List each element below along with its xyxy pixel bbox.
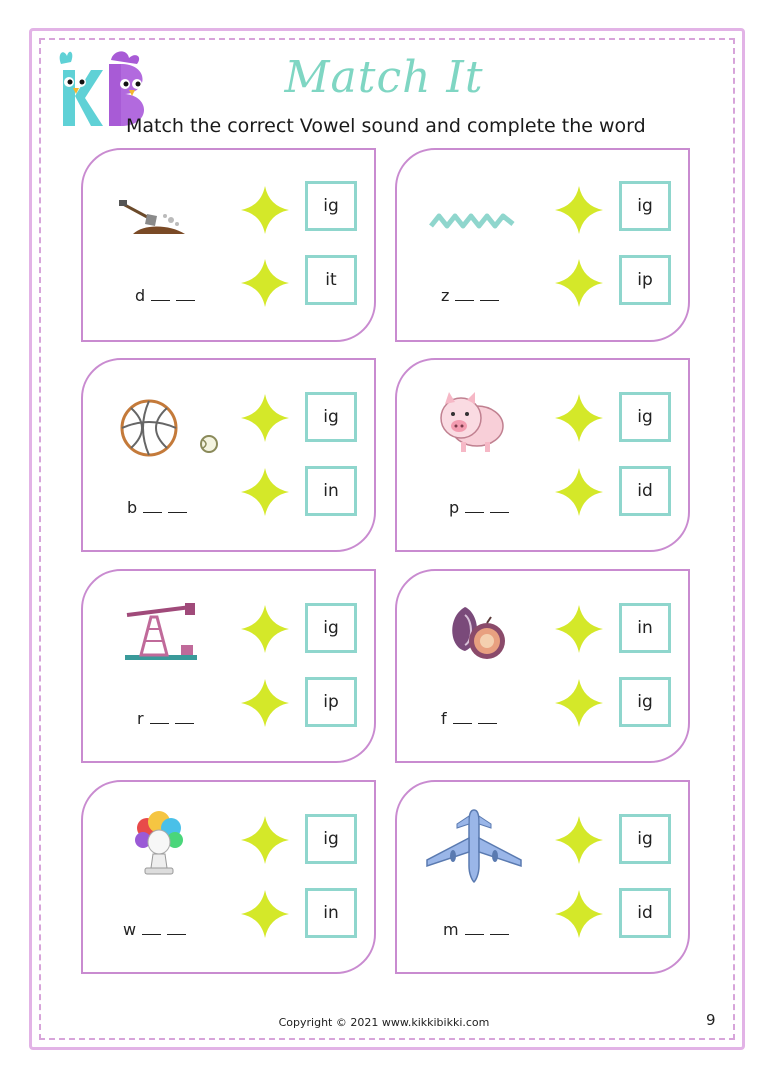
- option-box[interactable]: ig: [619, 814, 671, 864]
- star-marker-icon: [553, 392, 605, 444]
- word-prompt: [443, 920, 509, 939]
- option-box[interactable]: ig: [619, 677, 671, 727]
- star-marker-icon: [239, 392, 291, 444]
- fig-icon: [443, 603, 509, 663]
- ball-icon: [119, 398, 223, 460]
- blank-line: [480, 290, 499, 301]
- option-box[interactable]: ig: [305, 181, 357, 231]
- blank-line: [168, 502, 187, 513]
- word-prompt: [441, 709, 497, 728]
- option-box[interactable]: ip: [305, 677, 357, 727]
- option-box[interactable]: ig: [305, 392, 357, 442]
- blank-line: [150, 713, 169, 724]
- word-letter: b: [127, 498, 138, 517]
- word-prompt: [449, 498, 509, 517]
- option-box[interactable]: ig: [619, 392, 671, 442]
- match-card-6: [395, 569, 690, 763]
- star-marker-icon: [553, 466, 605, 518]
- pig-icon: [437, 390, 507, 456]
- page-number: 9: [706, 1011, 716, 1029]
- word-letter: m: [443, 920, 459, 939]
- dig-shovel-icon: [119, 198, 193, 244]
- blank-line: [490, 924, 509, 935]
- match-card-3: [81, 358, 376, 552]
- blank-line: [453, 713, 472, 724]
- option-box[interactable]: in: [305, 466, 357, 516]
- star-marker-icon: [239, 257, 291, 309]
- star-marker-icon: [239, 603, 291, 655]
- option-box[interactable]: in: [305, 888, 357, 938]
- blank-line: [142, 924, 161, 935]
- instructions: Match the correct Vowel sound and complete the word: [126, 115, 646, 137]
- blank-line: [490, 502, 509, 513]
- blank-line: [465, 502, 484, 513]
- plane-icon: [425, 808, 523, 884]
- word-prompt: [127, 498, 187, 517]
- word-prompt: [135, 286, 195, 305]
- match-card-5: [81, 569, 376, 763]
- match-card-7: [81, 780, 376, 974]
- blank-line: [151, 290, 170, 301]
- star-marker-icon: [553, 814, 605, 866]
- star-marker-icon: [553, 603, 605, 655]
- star-marker-icon: [239, 184, 291, 236]
- word-prompt: [137, 709, 194, 728]
- blank-line: [176, 290, 195, 301]
- blank-line: [465, 924, 484, 935]
- blank-line: [478, 713, 497, 724]
- star-marker-icon: [239, 677, 291, 729]
- word-letter: f: [441, 709, 447, 728]
- star-marker-icon: [553, 257, 605, 309]
- word-letter: d: [135, 286, 146, 305]
- option-box[interactable]: id: [619, 466, 671, 516]
- zigzag-icon: [429, 208, 517, 232]
- oil-rig-icon: [123, 601, 199, 663]
- copyright-text: Copyright © 2021 www.kikkibikki.com: [278, 1016, 490, 1029]
- blank-line: [143, 502, 162, 513]
- match-card-2: [395, 148, 690, 342]
- blank-line: [175, 713, 194, 724]
- option-box[interactable]: ig: [305, 603, 357, 653]
- word-letter: r: [137, 709, 144, 728]
- option-box[interactable]: ig: [619, 181, 671, 231]
- star-marker-icon: [239, 888, 291, 940]
- option-box[interactable]: ip: [619, 255, 671, 305]
- blank-line: [455, 290, 474, 301]
- match-card-1: [81, 148, 376, 342]
- word-letter: w: [123, 920, 137, 939]
- star-marker-icon: [239, 466, 291, 518]
- option-box[interactable]: ig: [305, 814, 357, 864]
- option-box[interactable]: in: [619, 603, 671, 653]
- word-prompt: [441, 286, 499, 305]
- match-card-4: [395, 358, 690, 552]
- option-box[interactable]: it: [305, 255, 357, 305]
- word-prompt: [123, 920, 186, 939]
- word-letter: p: [449, 498, 460, 517]
- blank-line: [167, 924, 186, 935]
- option-box[interactable]: id: [619, 888, 671, 938]
- page-title: Match It: [284, 52, 484, 103]
- star-marker-icon: [553, 677, 605, 729]
- star-marker-icon: [553, 888, 605, 940]
- match-card-8: [395, 780, 690, 974]
- star-marker-icon: [553, 184, 605, 236]
- wig-icon: [135, 810, 185, 880]
- word-letter: z: [441, 286, 450, 305]
- star-marker-icon: [239, 814, 291, 866]
